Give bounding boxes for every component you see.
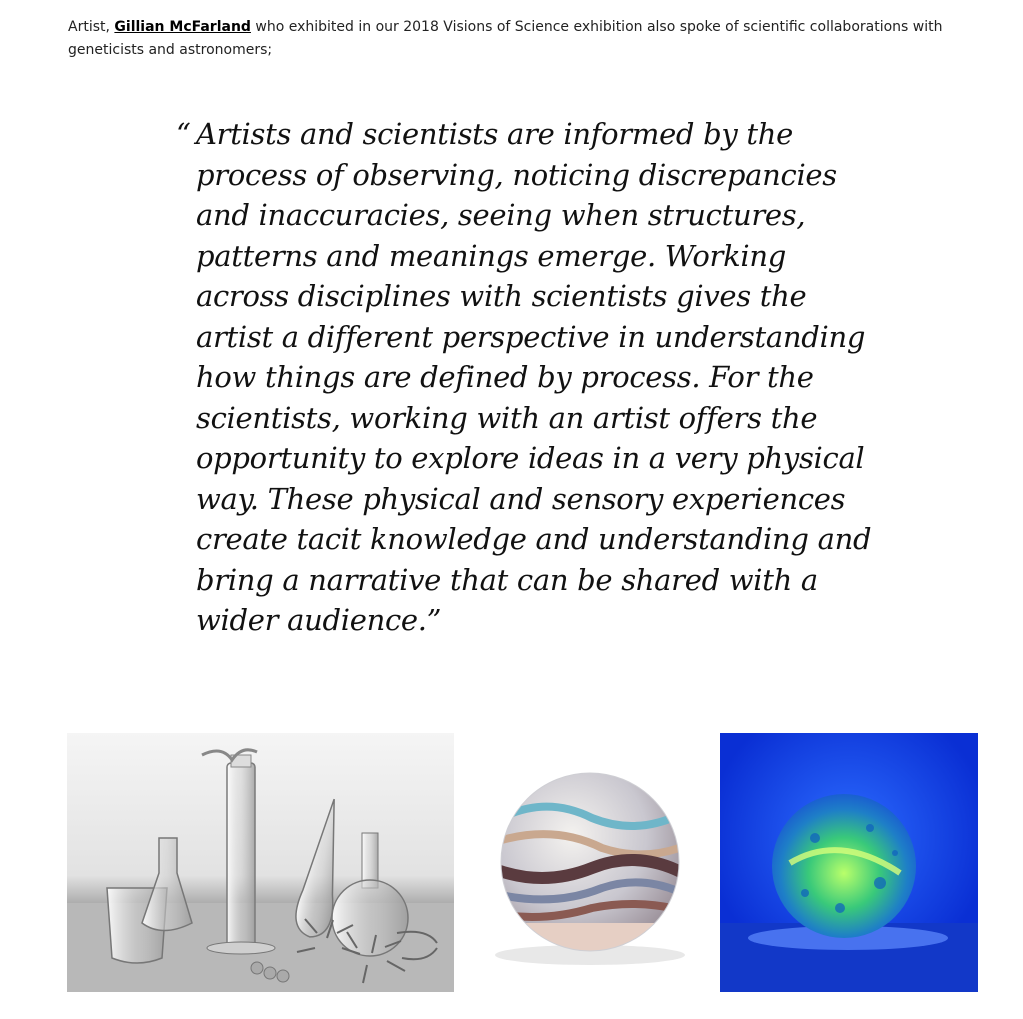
marbled-sphere-image xyxy=(462,733,712,992)
glassware-sculpture-image xyxy=(67,733,454,992)
intro-paragraph xyxy=(68,16,968,62)
glassware-illustration xyxy=(67,733,454,992)
intro-prefix: Artist, xyxy=(68,19,115,35)
quote-text: Artists and scientists are informed by the process of observing, noticing discrepancies and inaccuracies, seeing when structures, patterns and meanings emerge. Working across disciplines with scientists gives the artist a different perspective in understanding how things are defined by process. For the scientists, working with an artist offers the opportunity to explore ideas in a very physical way. These physical and sensory experiences create tacit knowledge and understanding and bring a narrative that can be shared with a wider audience.” xyxy=(196,117,872,637)
pull-quote xyxy=(176,114,876,641)
glowing-sphere-image xyxy=(720,733,978,992)
artist-link[interactable]: Gillian McFarland xyxy=(114,19,251,35)
intro-suffix: who exhibited in our 2018 Visions of Science exhibition also spoke of scientific collaborations with geneticists and astronomers; xyxy=(68,19,943,58)
glowing-sphere-illustration xyxy=(720,733,978,992)
open-quote-mark: “ xyxy=(176,117,191,151)
marbled-sphere-illustration xyxy=(462,733,712,992)
